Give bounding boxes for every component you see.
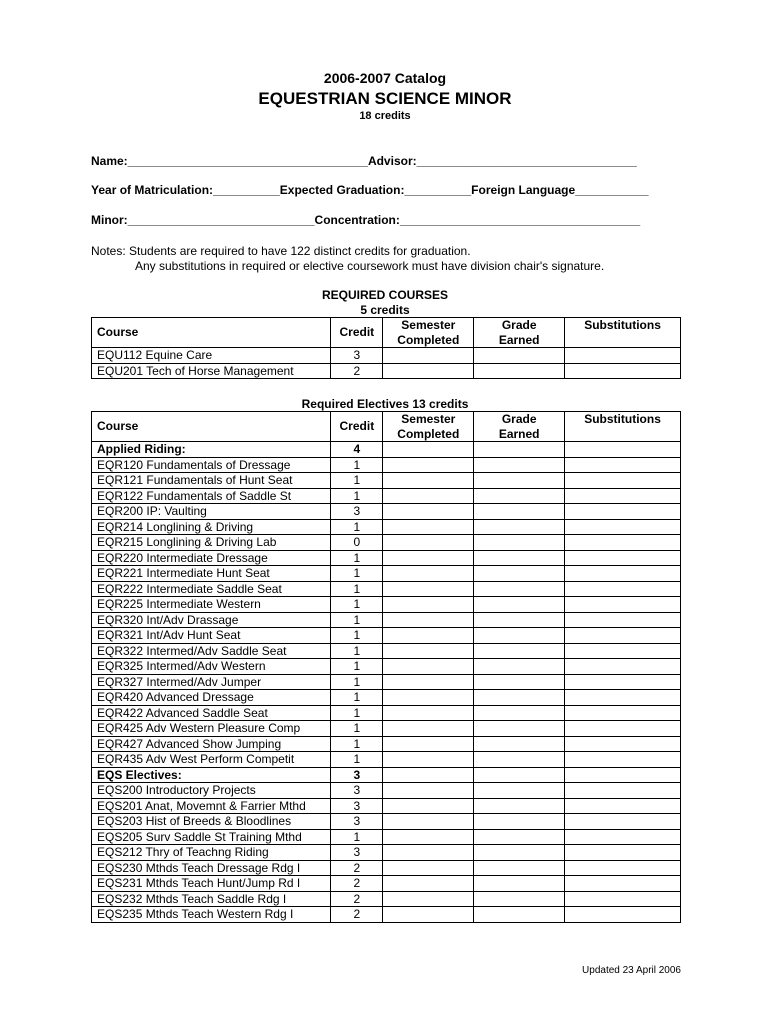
table-row <box>92 814 681 830</box>
substitutions-cell[interactable] <box>565 674 681 690</box>
substitutions-cell[interactable] <box>565 891 681 907</box>
grade-cell[interactable] <box>474 612 565 628</box>
course-cell: EQR427 Advanced Show Jumping <box>92 736 331 752</box>
credit-cell: 1 <box>331 736 383 752</box>
table-row <box>92 628 681 644</box>
notes-line-1: Notes: Students are required to have 122 distinct credits for graduation. <box>91 244 471 258</box>
credit-cell: 3 <box>331 504 383 520</box>
substitutions-cell[interactable] <box>565 566 681 582</box>
col-header-substitutions: Substitutions <box>565 318 681 348</box>
substitutions-cell[interactable] <box>565 814 681 830</box>
course-cell: EQR121 Fundamentals of Hunt Seat <box>92 473 331 489</box>
col-header-course: Course <box>92 412 331 442</box>
credit-cell: 1 <box>331 705 383 721</box>
substitutions-cell[interactable] <box>565 628 681 644</box>
course-cell: EQR435 Adv West Perform Competit <box>92 752 331 768</box>
table-row <box>92 860 681 876</box>
grade-cell[interactable] <box>474 752 565 768</box>
semester-cell[interactable] <box>383 473 474 489</box>
table-header-row <box>92 318 681 348</box>
course-cell: EQR221 Intermediate Hunt Seat <box>92 566 331 582</box>
col-header-credit: Credit <box>331 412 383 442</box>
course-cell: EQR120 Fundamentals of Dressage <box>92 457 331 473</box>
semester-cell[interactable] <box>383 674 474 690</box>
table-row <box>92 363 681 379</box>
table-row <box>92 612 681 628</box>
credit-cell: 0 <box>331 535 383 551</box>
grade-cell[interactable] <box>474 829 565 845</box>
table-row <box>92 457 681 473</box>
course-cell: EQU201 Tech of Horse Management <box>92 363 331 379</box>
course-cell: EQR220 Intermediate Dressage <box>92 550 331 566</box>
grade-cell[interactable] <box>474 860 565 876</box>
grade-cell[interactable] <box>474 659 565 675</box>
credit-cell: 3 <box>331 814 383 830</box>
substitutions-cell[interactable] <box>565 442 681 458</box>
table-row <box>92 566 681 582</box>
credit-cell: 2 <box>331 876 383 892</box>
semester-cell[interactable] <box>383 721 474 737</box>
table-row <box>92 783 681 799</box>
table-row <box>92 798 681 814</box>
semester-cell[interactable] <box>383 442 474 458</box>
table-row <box>92 659 681 675</box>
semester-cell[interactable] <box>383 891 474 907</box>
semester-cell[interactable] <box>383 798 474 814</box>
credit-cell: 1 <box>331 829 383 845</box>
credit-cell: 2 <box>331 860 383 876</box>
table-row <box>92 829 681 845</box>
credit-cell: 4 <box>331 442 383 458</box>
minor-concentration-line[interactable]: Minor:____________________________Concentration:____________________________________ <box>91 213 641 227</box>
course-cell: EQR322 Intermed/Adv Saddle Seat <box>92 643 331 659</box>
semester-cell[interactable] <box>383 814 474 830</box>
substitutions-cell[interactable] <box>565 535 681 551</box>
substitutions-cell[interactable] <box>565 659 681 675</box>
credit-cell: 1 <box>331 628 383 644</box>
table-row <box>92 643 681 659</box>
required-caption-title: REQUIRED COURSES <box>321 288 449 302</box>
notes <box>91 244 604 274</box>
table-row <box>92 690 681 706</box>
course-cell: EQR325 Intermed/Adv Western <box>92 659 331 675</box>
semester-cell[interactable] <box>383 752 474 768</box>
credit-cell: 1 <box>331 488 383 504</box>
substitutions-cell[interactable] <box>565 845 681 861</box>
semester-cell[interactable] <box>383 845 474 861</box>
course-cell: EQU112 Equine Care <box>92 348 331 364</box>
substitutions-cell[interactable] <box>565 721 681 737</box>
credit-cell: 1 <box>331 690 383 706</box>
credit-cell: 1 <box>331 659 383 675</box>
semester-cell[interactable] <box>383 767 474 783</box>
course-cell: EQR214 Longlining & Driving <box>92 519 331 535</box>
course-cell: EQR200 IP: Vaulting <box>92 504 331 520</box>
substitutions-cell[interactable] <box>565 473 681 489</box>
grade-cell[interactable] <box>474 581 565 597</box>
name-advisor-line[interactable]: Name:____________________________________Advisor:_________________________________ <box>91 154 637 168</box>
table-row <box>92 907 681 923</box>
table-row <box>92 581 681 597</box>
semester-cell[interactable] <box>383 659 474 675</box>
credit-cell: 1 <box>331 550 383 566</box>
col-header-credit: Credit <box>331 318 383 348</box>
grade-cell[interactable] <box>474 876 565 892</box>
grade-cell[interactable] <box>474 473 565 489</box>
grade-cell[interactable] <box>474 845 565 861</box>
semester-cell[interactable] <box>383 736 474 752</box>
grade-cell[interactable] <box>474 457 565 473</box>
table-row <box>92 752 681 768</box>
table-row <box>92 473 681 489</box>
course-cell: EQR215 Longlining & Driving Lab <box>92 535 331 551</box>
substitutions-cell[interactable] <box>565 860 681 876</box>
table-row <box>92 348 681 364</box>
semester-cell[interactable] <box>383 829 474 845</box>
electives-table <box>91 411 681 923</box>
substitutions-cell[interactable] <box>565 736 681 752</box>
substitutions-cell[interactable] <box>565 363 681 379</box>
semester-cell[interactable] <box>383 860 474 876</box>
substitutions-cell[interactable] <box>565 767 681 783</box>
table-row <box>92 721 681 737</box>
credit-cell: 1 <box>331 752 383 768</box>
grade-cell[interactable] <box>474 798 565 814</box>
semester-cell[interactable] <box>383 348 474 364</box>
grade-cell[interactable] <box>474 721 565 737</box>
grade-cell[interactable] <box>474 643 565 659</box>
credit-cell: 1 <box>331 473 383 489</box>
credit-cell: 2 <box>331 907 383 923</box>
grade-cell[interactable] <box>474 628 565 644</box>
credit-cell: 3 <box>331 348 383 364</box>
credit-cell: 3 <box>331 767 383 783</box>
electives-caption: Required Electives 13 credits <box>301 397 469 411</box>
credit-cell: 1 <box>331 643 383 659</box>
substitutions-cell[interactable] <box>565 612 681 628</box>
course-cell: EQR222 Intermediate Saddle Seat <box>92 581 331 597</box>
semester-cell[interactable] <box>383 488 474 504</box>
substitutions-cell[interactable] <box>565 550 681 566</box>
course-cell: EQS205 Surv Saddle St Training Mthd <box>92 829 331 845</box>
table-row <box>92 674 681 690</box>
table-header-row <box>92 412 681 442</box>
table-row <box>92 488 681 504</box>
semester-cell[interactable] <box>383 690 474 706</box>
semester-cell[interactable] <box>383 457 474 473</box>
semester-cell[interactable] <box>383 876 474 892</box>
substitutions-cell[interactable] <box>565 597 681 613</box>
semester-cell[interactable] <box>383 612 474 628</box>
course-cell: EQS Electives: <box>92 767 331 783</box>
course-cell: EQS203 Hist of Breeds & Bloodlines <box>92 814 331 830</box>
table-row <box>92 876 681 892</box>
course-cell: EQR225 Intermediate Western <box>92 597 331 613</box>
grade-cell[interactable] <box>474 674 565 690</box>
table-row <box>92 597 681 613</box>
grade-cell[interactable] <box>474 705 565 721</box>
table-row <box>92 891 681 907</box>
substitutions-cell[interactable] <box>565 690 681 706</box>
notes-line-2: Any substitutions in required or elective coursework must have division chair's signature. <box>135 259 605 273</box>
grade-cell[interactable] <box>474 519 565 535</box>
substitutions-cell[interactable] <box>565 519 681 535</box>
course-cell: EQR420 Advanced Dressage <box>92 690 331 706</box>
col-header-substitutions: Substitutions <box>565 412 681 442</box>
course-cell: EQS212 Thry of Teachng Riding <box>92 845 331 861</box>
substitutions-cell[interactable] <box>565 488 681 504</box>
semester-cell[interactable] <box>383 705 474 721</box>
grade-cell[interactable] <box>474 597 565 613</box>
col-header-semester: Semester Completed <box>383 412 474 442</box>
col-header-course: Course <box>92 318 331 348</box>
table-row <box>92 767 681 783</box>
course-cell: Applied Riding: <box>92 442 331 458</box>
required-caption <box>0 288 770 318</box>
grade-cell[interactable] <box>474 891 565 907</box>
substitutions-cell[interactable] <box>565 705 681 721</box>
credit-cell: 3 <box>331 798 383 814</box>
course-cell: EQR321 Int/Adv Hunt Seat <box>92 628 331 644</box>
course-cell: EQS231 Mthds Teach Hunt/Jump Rd I <box>92 876 331 892</box>
page-title: EQUESTRIAN SCIENCE MINOR <box>258 89 512 108</box>
semester-cell[interactable] <box>383 783 474 799</box>
grade-cell[interactable] <box>474 814 565 830</box>
course-cell: EQR320 Int/Adv Drassage <box>92 612 331 628</box>
semester-cell[interactable] <box>383 643 474 659</box>
course-cell: EQR122 Fundamentals of Saddle St <box>92 488 331 504</box>
substitutions-cell[interactable] <box>565 348 681 364</box>
semester-cell[interactable] <box>383 628 474 644</box>
required-caption-credits: 5 credits <box>360 303 410 317</box>
matriculation-line[interactable]: Year of Matriculation:__________Expected Graduation:__________Foreign Language___________ <box>91 183 649 197</box>
semester-cell[interactable] <box>383 504 474 520</box>
semester-cell[interactable] <box>383 566 474 582</box>
substitutions-cell[interactable] <box>565 581 681 597</box>
grade-cell[interactable] <box>474 488 565 504</box>
semester-cell[interactable] <box>383 363 474 379</box>
substitutions-cell[interactable] <box>565 457 681 473</box>
credit-cell: 1 <box>331 581 383 597</box>
credit-cell: 1 <box>331 721 383 737</box>
course-cell: EQS230 Mthds Teach Dressage Rdg I <box>92 860 331 876</box>
grade-cell[interactable] <box>474 348 565 364</box>
updated-date: Updated 23 April 2006 <box>582 965 681 976</box>
credit-cell: 1 <box>331 674 383 690</box>
credit-cell: 1 <box>331 597 383 613</box>
grade-cell[interactable] <box>474 767 565 783</box>
table-row <box>92 705 681 721</box>
semester-cell[interactable] <box>383 535 474 551</box>
course-cell: EQS232 Mthds Teach Saddle Rdg I <box>92 891 331 907</box>
credit-cell: 2 <box>331 363 383 379</box>
catalog-year: 2006-2007 Catalog <box>323 70 447 86</box>
credit-cell: 1 <box>331 519 383 535</box>
grade-cell[interactable] <box>474 442 565 458</box>
substitutions-cell[interactable] <box>565 798 681 814</box>
substitutions-cell[interactable] <box>565 783 681 799</box>
table-row <box>92 845 681 861</box>
course-cell: EQR422 Advanced Saddle Seat <box>92 705 331 721</box>
credit-cell: 1 <box>331 612 383 628</box>
grade-cell[interactable] <box>474 736 565 752</box>
table-row <box>92 504 681 520</box>
total-credits: 18 credits <box>359 110 411 122</box>
grade-cell[interactable] <box>474 504 565 520</box>
grade-cell[interactable] <box>474 566 565 582</box>
substitutions-cell[interactable] <box>565 829 681 845</box>
semester-cell[interactable] <box>383 581 474 597</box>
grade-cell[interactable] <box>474 535 565 551</box>
semester-cell[interactable] <box>383 550 474 566</box>
credit-cell: 3 <box>331 845 383 861</box>
semester-cell[interactable] <box>383 597 474 613</box>
grade-cell[interactable] <box>474 907 565 923</box>
credit-cell: 1 <box>331 566 383 582</box>
table-row <box>92 736 681 752</box>
col-header-grade: Grade Earned <box>474 412 565 442</box>
course-cell: EQR425 Adv Western Pleasure Comp <box>92 721 331 737</box>
course-cell: EQS200 Introductory Projects <box>92 783 331 799</box>
substitutions-cell[interactable] <box>565 504 681 520</box>
course-cell: EQS235 Mthds Teach Western Rdg I <box>92 907 331 923</box>
substitutions-cell[interactable] <box>565 907 681 923</box>
credit-cell: 2 <box>331 891 383 907</box>
col-header-grade: Grade Earned <box>474 318 565 348</box>
grade-cell[interactable] <box>474 690 565 706</box>
semester-cell[interactable] <box>383 907 474 923</box>
table-row <box>92 442 681 458</box>
substitutions-cell[interactable] <box>565 643 681 659</box>
course-cell: EQS201 Anat, Movemnt & Farrier Mthd <box>92 798 331 814</box>
col-header-semester: Semester Completed <box>383 318 474 348</box>
credit-cell: 1 <box>331 457 383 473</box>
credit-cell: 3 <box>331 783 383 799</box>
table-row <box>92 519 681 535</box>
table-row <box>92 550 681 566</box>
required-courses-table <box>91 317 681 379</box>
grade-cell[interactable] <box>474 783 565 799</box>
grade-cell[interactable] <box>474 550 565 566</box>
table-row <box>92 535 681 551</box>
semester-cell[interactable] <box>383 519 474 535</box>
substitutions-cell[interactable] <box>565 876 681 892</box>
grade-cell[interactable] <box>474 363 565 379</box>
substitutions-cell[interactable] <box>565 752 681 768</box>
course-cell: EQR327 Intermed/Adv Jumper <box>92 674 331 690</box>
